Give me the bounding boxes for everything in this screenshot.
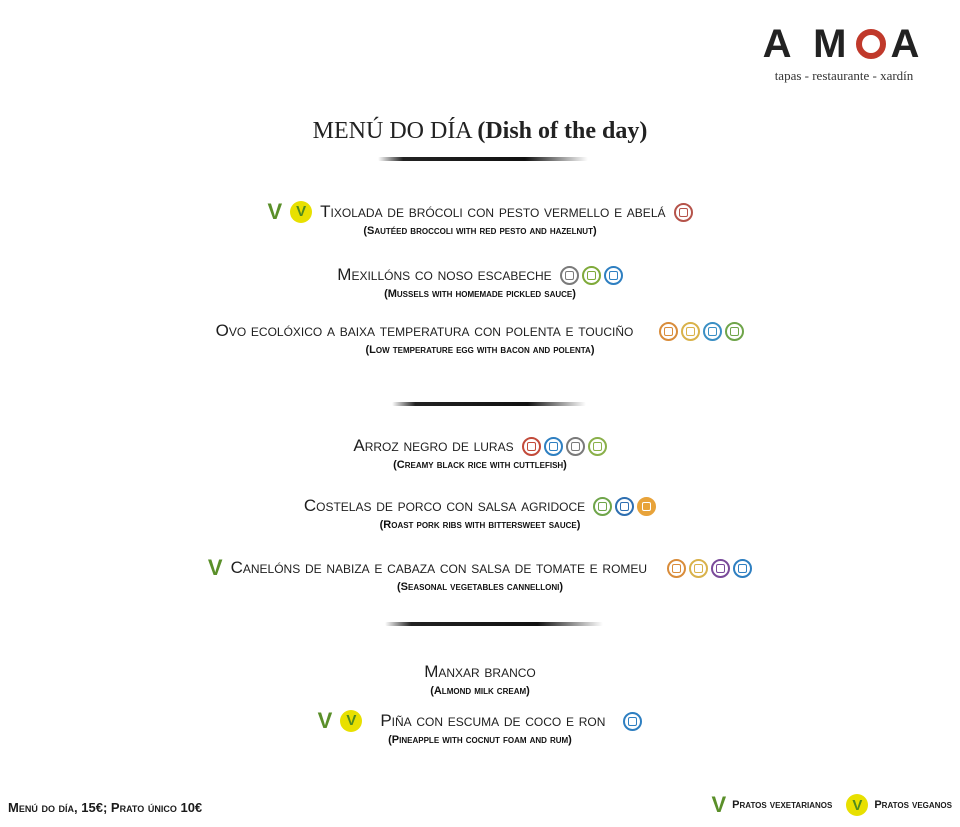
dish-name: Piña con escuma de coco e ron xyxy=(380,711,606,730)
dish-translation: (Almond milk cream) xyxy=(430,685,530,697)
dish-translation: (Sautéed broccoli with red pesto and hazelnut) xyxy=(363,225,597,237)
dish-translation: (Mussels with homemade pickled sauce) xyxy=(384,288,576,300)
allergen-icons xyxy=(659,322,744,341)
restaurant-logo xyxy=(744,22,944,84)
allergen-icon xyxy=(667,559,686,578)
dish-item xyxy=(0,709,960,746)
price-note: Menú do día, 15€; Prato único 10€ xyxy=(8,800,203,815)
allergen-icon xyxy=(674,203,693,222)
dish-name: Arroz negro de luras xyxy=(353,436,514,455)
allergen-icons xyxy=(667,559,752,578)
dish-name: Canelóns de nabiza e cabaza con salsa de tomate e romeu xyxy=(230,558,648,577)
dish-item xyxy=(0,660,960,697)
menu-title xyxy=(0,118,960,145)
section-divider xyxy=(385,622,603,626)
vegan-icon: V xyxy=(340,710,362,732)
logo-word-left: A M xyxy=(762,22,853,66)
logo-wordmark xyxy=(744,22,944,66)
logo-word-right: A xyxy=(890,22,926,66)
dish-translation: (Seasonal vegetables cannelloni) xyxy=(397,581,563,593)
allergen-icon xyxy=(637,497,656,516)
allergen-icons xyxy=(623,712,642,731)
allergen-icon xyxy=(681,322,700,341)
allergen-icon xyxy=(604,266,623,285)
dish-item xyxy=(0,494,960,531)
vegetarian-icon: V xyxy=(317,708,333,733)
allergen-icon xyxy=(566,437,585,456)
dish-item xyxy=(0,263,960,300)
dish-name: Ovo ecolóxico a baixa temperatura con polenta e touciño xyxy=(215,321,634,340)
dish-name: Costelas de porco con salsa agridoce xyxy=(303,496,586,515)
allergen-icons xyxy=(593,497,656,516)
dish-translation: (Pineapple with cocnut foam and rum) xyxy=(388,734,572,746)
allergen-icon xyxy=(659,322,678,341)
allergen-icons xyxy=(522,437,607,456)
logo-ring-icon xyxy=(856,29,886,59)
vegetarian-legend-label: Pratos vexetarianos xyxy=(732,799,833,811)
allergen-icon xyxy=(560,266,579,285)
dish-item xyxy=(0,319,960,356)
dish-translation: (Low temperature egg with bacon and polenta) xyxy=(365,344,595,356)
allergen-icon xyxy=(689,559,708,578)
allergen-icons xyxy=(560,266,623,285)
allergen-icon xyxy=(703,322,722,341)
allergen-icon xyxy=(544,437,563,456)
section-divider xyxy=(392,402,586,406)
allergen-icon xyxy=(615,497,634,516)
allergen-icon xyxy=(623,712,642,731)
allergen-icon xyxy=(522,437,541,456)
allergen-icons xyxy=(674,203,693,222)
vegan-legend-label: Pratos veganos xyxy=(874,799,952,811)
allergen-icon xyxy=(593,497,612,516)
vegetarian-icon: V xyxy=(267,199,283,224)
allergen-icon xyxy=(725,322,744,341)
dish-item xyxy=(0,556,960,593)
allergen-icon xyxy=(588,437,607,456)
dish-name: Tixolada de brócoli con pesto vermello e abelá xyxy=(320,202,666,221)
dish-translation: (Creamy black rice with cuttlefish) xyxy=(393,459,567,471)
logo-tagline: tapas - restaurante - xardín xyxy=(774,68,914,83)
title-underline xyxy=(378,157,588,161)
dish-item xyxy=(0,434,960,471)
dish-item xyxy=(0,200,960,237)
allergen-icon xyxy=(582,266,601,285)
dish-name: Manxar branco xyxy=(424,662,536,681)
vegetarian-legend-icon: V xyxy=(711,792,727,817)
vegan-legend-icon: V xyxy=(846,794,868,816)
allergen-icon xyxy=(733,559,752,578)
vegetarian-icon: V xyxy=(207,555,223,580)
allergen-icon xyxy=(711,559,730,578)
vegan-icon: V xyxy=(290,201,312,223)
menu-title-sub: (Dish of the day) xyxy=(477,118,648,144)
menu-title-main: MENÚ DO DÍA xyxy=(312,118,472,144)
diet-legend xyxy=(711,794,952,816)
dish-translation: (Roast pork ribs with bittersweet sauce) xyxy=(379,519,581,531)
dish-name: Mexillóns co noso escabeche xyxy=(337,265,552,284)
